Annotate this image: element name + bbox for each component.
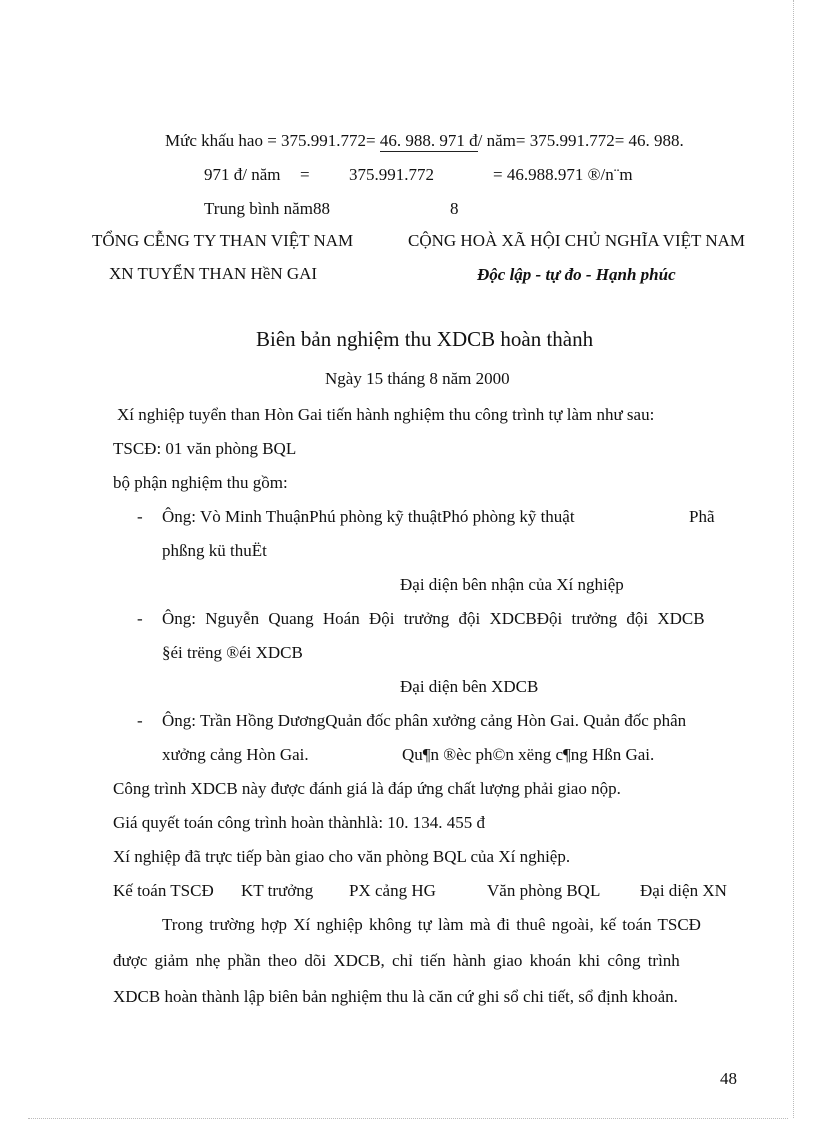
header-left-org: TỔNG CỄNG TY THAN VIỆT NAM <box>92 231 354 250</box>
evaluation-line: Công trình XDCB này được đánh giá là đáp ứng chất lượng phải giao nộp. <box>113 779 621 798</box>
page-number: 48 <box>720 1069 737 1088</box>
formula-line-1-underlined: 46. 988. 971 đ <box>379 131 478 150</box>
paragraph-line-1: Trong trường hợp Xí nghiệp không tự làm mà đi thuê ngoài, kế toán TSCĐ <box>162 915 701 934</box>
handover-line: Xí nghiệp đã trực tiếp bàn giao cho văn phòng BQL của Xí nghiệp. <box>113 847 571 866</box>
formula-line-2-d: = 46.988.971 ®/n¨m <box>493 165 633 184</box>
member-1-line-2: phßng kü thuËt <box>162 541 267 560</box>
member-1-bullet: - <box>137 507 143 526</box>
member-2-role: Đại diện bên XDCB <box>400 677 539 696</box>
member-1-line-1: Ông: Vò Minh ThuậnPhú phòng kỹ thuậtPhó phòng kỹ thuật <box>162 507 575 526</box>
formula-line-3-b: 8 <box>450 199 459 218</box>
paragraph-line-3: XDCB hoàn thành lập biên bản nghiệm thu là căn cứ ghi sổ chi tiết, sổ định khoản. <box>113 987 678 1006</box>
signatory-accountant: Kế toán TSCĐ <box>113 881 214 900</box>
member-3-line-1: Ông: Trần Hồng DươngQuản đốc phân xưởng cảng Hòn Gai. Quản đốc phân <box>162 711 687 730</box>
formula-line-1-a: Mức khấu hao = 375.991.772= <box>165 131 380 150</box>
page-right-edge <box>793 0 794 1118</box>
formula-line-2-b: = <box>300 165 310 184</box>
signatory-chief-accountant: KT trưởng <box>241 881 314 900</box>
formula-line-2-a: 971 đ/ năm <box>204 165 281 184</box>
header-right-nation: CỘNG HOÀ XÃ HỘI CHỦ NGHĨA VIỆT NAM <box>408 231 746 250</box>
signatory-workshop: PX cảng HG <box>349 881 436 900</box>
formula-line-1-c: / năm= 375.991.772= 46. 988. <box>477 131 684 150</box>
document-date: Ngày 15 tháng 8 năm 2000 <box>325 369 510 388</box>
member-1-role: Đại diện bên nhận của Xí nghiệp <box>400 575 624 594</box>
committee-label: bộ phận nghiệm thu gồm: <box>113 473 288 492</box>
member-3-bullet: - <box>137 711 143 730</box>
signatory-office: Văn phòng BQL <box>487 881 601 900</box>
member-3-line-2: xưởng cảng Hòn Gai. <box>162 745 309 764</box>
member-3-line-2-tail: Qu¶n ®èc ph©n xëng c¶ng Hßn Gai. <box>402 745 655 764</box>
member-2-line-1: Ông: Nguyễn Quang Hoán Đội trưởng đội XDCBĐội trưởng đội XDCB <box>162 609 705 628</box>
signatory-representative: Đại diện XN <box>640 881 727 900</box>
member-2-bullet: - <box>137 609 143 628</box>
paragraph-line-2: được giảm nhẹ phần theo dõi XDCB, chỉ tiến hành giao khoán khi công trình <box>113 951 680 970</box>
header-right-motto: Độc lập - tự đo - Hạnh phúc <box>477 265 676 284</box>
settlement-line: Giá quyết toán công trình hoàn thànhlà: 10. 134. 455 đ <box>113 813 486 832</box>
header-left-unit: XN TUYỂN THAN HềN GAI <box>109 264 318 283</box>
asset-line: TSCĐ: 01 văn phòng BQL <box>113 439 297 458</box>
member-1-line-1-tail: Phã <box>689 507 715 526</box>
formula-line-3-a: Trung bình năm88 <box>204 199 330 218</box>
page-bottom-edge <box>28 1118 788 1119</box>
intro-line: Xí nghiệp tuyển than Hòn Gai tiến hành nghiệm thu công trình tự làm như sau: <box>117 405 655 424</box>
formula-line-1 <box>165 130 684 152</box>
document-title: Biên bản nghiệm thu XDCB hoàn thành <box>256 327 594 351</box>
formula-line-2-c: 375.991.772 <box>349 165 434 184</box>
member-2-line-2: §éi trëng ®éi XDCB <box>162 643 303 662</box>
